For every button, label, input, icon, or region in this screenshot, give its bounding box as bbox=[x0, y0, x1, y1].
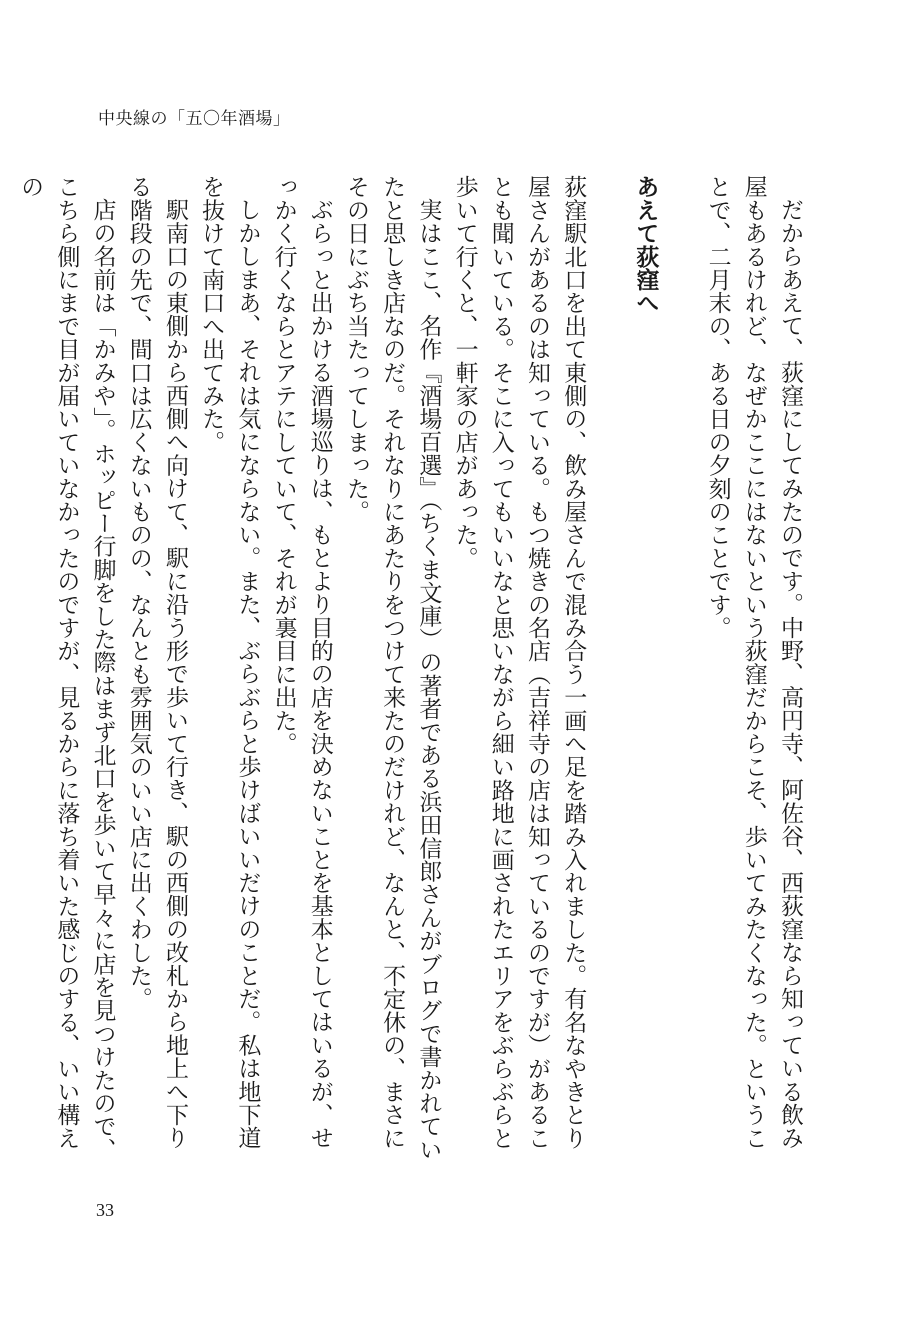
paragraph: 店の名前は「かみや」。ホッピー行脚をした際はまず北口を歩いて早々に店を見つけたので、こちら側にまで目が届いていなかったのですが、見るからに落ち着いた感じのする、いい構えの bbox=[17, 175, 116, 1161]
paragraph: 実はここ、名作『酒場百選』（ちくま文庫）の著者である浜田信郎さんがブログで書かれていたと思しき店なのだ。それなりにあたりをつけて来たのだけれど、なんと、不定休の、まさにその日にぶち当たってしまった。 bbox=[342, 175, 442, 1161]
running-head: 中央線の「五〇年酒場」 bbox=[98, 109, 291, 129]
section-gap bbox=[663, 175, 699, 1165]
paragraph: 駅南口の東側から西側へ向けて、駅に沿う形で歩いて行き、駅の西側の改札から地上へ下りる階段の先で、間口は広くないものの、なんとも雰囲気のいい店に出くわした。 bbox=[125, 175, 188, 1150]
paragraph: 荻窪駅北口を出て東側の、飲み屋さんで混み合う一画へ足を踏み入れました。有名なやきとり屋さんがあるのは知っている。もつ焼きの名店（吉祥寺の店は知っているのですが）があることも聞いている。そこに入ってもいいなと思いながら細い路地に画されたエリアをぶらぶらと歩いて行くと、一軒家の店があった。 bbox=[451, 175, 587, 1150]
paragraph: ぶらっと出かける酒場巡りは、もとより目的の店を決めないことを基本としてはいるが、せっかく行くならとアテにしていて、それが裏目に出た。 bbox=[270, 175, 333, 1150]
section-heading: あえて荻窪へ bbox=[632, 175, 659, 315]
page-number: 33 bbox=[96, 1200, 114, 1220]
body-text bbox=[17, 175, 808, 1165]
intro-paragraph: だからあえて、荻窪にしてみたのです。中野、高円寺、阿佐谷、西荻窪なら知っている飲み屋もあるけれど、なぜかここにはないという荻窪だからこそ、歩いてみたくなった。ということで、二月末の、ある日の夕刻のことです。 bbox=[704, 175, 803, 1150]
paragraph: しかしまあ、それは気にならない。また、ぶらぶらと歩けばいいだけのことだ。私は地下道を抜けて南口へ出てみた。 bbox=[198, 175, 261, 1150]
